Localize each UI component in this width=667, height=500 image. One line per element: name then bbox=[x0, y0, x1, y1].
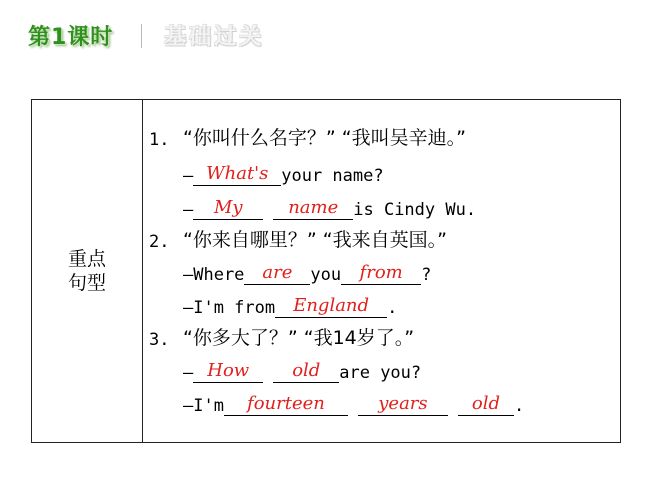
dash: — bbox=[183, 363, 194, 383]
answer: My bbox=[213, 197, 243, 218]
sentence-text: is Cindy Wu. bbox=[353, 200, 477, 220]
chinese-prompt: “你叫什么名字？” “我叫吴辛迪。” bbox=[183, 127, 466, 149]
answer: old bbox=[292, 360, 321, 381]
blank bbox=[244, 262, 310, 285]
dash: — bbox=[183, 166, 194, 186]
topic-line-1: 重点 bbox=[67, 248, 106, 270]
blank bbox=[273, 360, 339, 383]
item-2-prompt bbox=[149, 224, 447, 252]
item-number: 1. bbox=[149, 130, 170, 150]
blank bbox=[458, 393, 514, 416]
item-3-prompt bbox=[149, 322, 414, 350]
dash: — bbox=[183, 200, 194, 220]
topic-label bbox=[63, 247, 111, 295]
lesson-title: 第1课时 bbox=[28, 25, 114, 50]
item-1-question bbox=[149, 158, 384, 186]
blank bbox=[273, 197, 353, 220]
sentence-table bbox=[31, 99, 621, 443]
item-number: 3. bbox=[149, 330, 170, 350]
sentence-text: —I'm from bbox=[183, 298, 276, 318]
item-1-response bbox=[149, 192, 476, 220]
header bbox=[28, 20, 264, 51]
item-number: 2. bbox=[149, 232, 170, 252]
blank bbox=[341, 262, 421, 285]
blank bbox=[193, 163, 281, 186]
blank bbox=[275, 295, 387, 318]
answer: How bbox=[207, 360, 250, 381]
sentence-text: —Where bbox=[183, 265, 245, 285]
sentence-text: your name? bbox=[281, 166, 384, 186]
chinese-prompt: “你多大了？” “我14岁了。” bbox=[183, 327, 415, 349]
blank bbox=[193, 360, 263, 383]
blank bbox=[224, 393, 348, 416]
blank bbox=[193, 197, 263, 220]
topic-line-2: 句型 bbox=[67, 272, 106, 294]
item-2-response bbox=[149, 290, 397, 318]
item-3-question bbox=[149, 355, 421, 383]
answer: name bbox=[288, 197, 339, 218]
sentence-text: . bbox=[513, 396, 525, 416]
sentence-text: you bbox=[310, 265, 342, 285]
section-title: 基础过关 bbox=[164, 25, 265, 50]
item-3-response bbox=[149, 388, 524, 416]
answer: from bbox=[359, 262, 403, 283]
answer: What's bbox=[206, 163, 269, 184]
item-2-question bbox=[149, 257, 431, 285]
sentence-text: are you? bbox=[339, 363, 422, 383]
sentence-text: ? bbox=[421, 265, 432, 285]
blank bbox=[358, 393, 448, 416]
answer: are bbox=[262, 262, 293, 283]
answer: years bbox=[378, 393, 428, 414]
answer: old bbox=[471, 393, 501, 414]
item-1-prompt bbox=[149, 122, 466, 150]
content-cell bbox=[143, 100, 620, 442]
answer: fourteen bbox=[247, 393, 325, 414]
header-divider bbox=[141, 24, 142, 48]
topic-cell bbox=[32, 100, 143, 442]
answer: England bbox=[293, 295, 370, 316]
sentence-text: —I'm bbox=[183, 396, 224, 416]
sentence-text: . bbox=[387, 298, 398, 318]
chinese-prompt: “你来自哪里？” “我来自英国。” bbox=[183, 229, 447, 251]
